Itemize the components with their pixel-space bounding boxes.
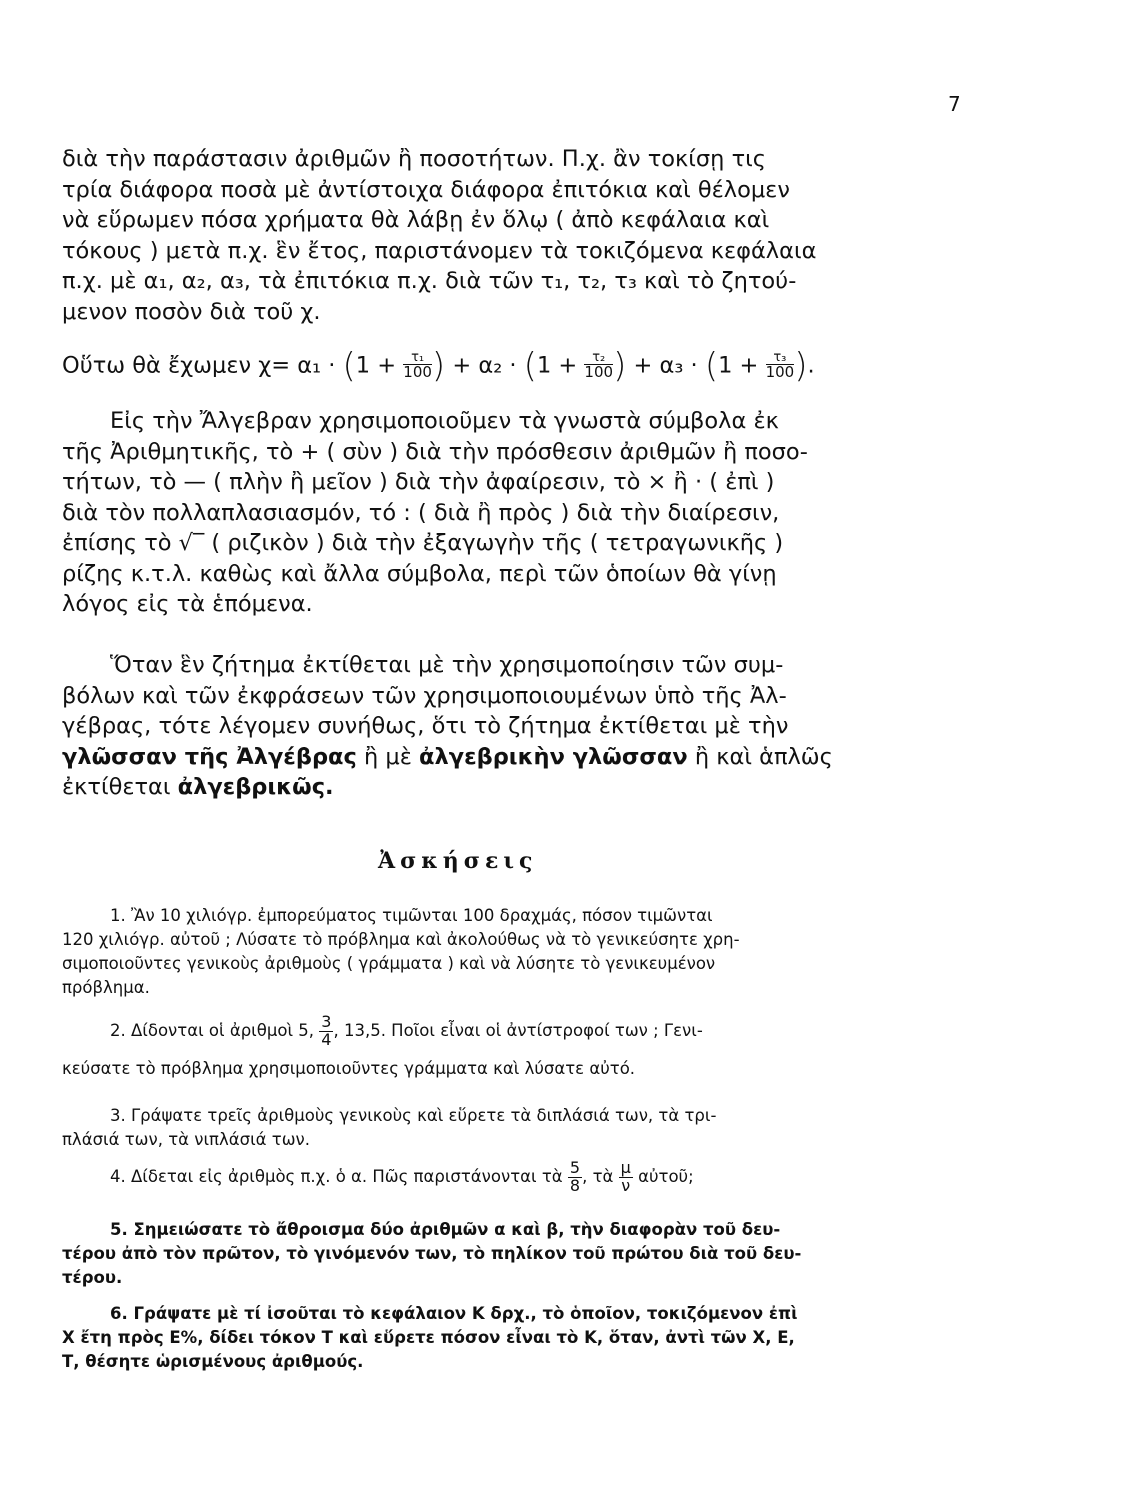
- text-fragment: 4. Δίδεται εἰς ἀριθμὸς π.χ. ὁ α. Πῶς παριστάνονται τὰ: [110, 1166, 563, 1186]
- text-line: βόλων καὶ τῶν ἐκφράσεων τῶν χρησιμοποιουμένων ὑπὸ τῆς Ἀλ-: [62, 682, 787, 709]
- text-line: πρόβλημα.: [62, 978, 150, 997]
- exercise-6: [62, 1302, 958, 1374]
- text-line: διὰ τὴν παράστασιν ἀριθμῶν ἢ ποσοτήτων. Π.χ. ἂν τοκίσῃ τις: [62, 146, 766, 172]
- text-fragment: 2. Δίδονται οἱ ἀριθμοὶ 5,: [110, 1020, 315, 1040]
- text-line: Ὅταν ἓν ζήτημα ἐκτίθεται μὲ τὴν χρησιμοποίησιν τῶν συμ-: [110, 652, 784, 678]
- formula-one: 1 +: [718, 352, 759, 379]
- close-paren: ): [794, 346, 808, 386]
- fraction-denominator: 100: [403, 363, 432, 382]
- text-fragment: αὐτοῦ;: [638, 1166, 694, 1186]
- text-fragment: ἐκτίθεται: [62, 774, 178, 800]
- close-paren: ): [613, 346, 627, 386]
- formula-one: 1 +: [536, 352, 578, 379]
- text-line: τῆς Ἀριθμητικῆς, τὸ + ( σὺν ) διὰ τὴν πρόσθεσιν ἀριθμῶν ἢ ποσο-: [62, 438, 808, 465]
- interest-formula: [62, 346, 962, 402]
- text-line: Εἰς τὴν Ἄλγεβραν χρησιμοποιοῦμεν τὰ γνωστὰ σύμβολα ἐκ: [110, 408, 779, 434]
- page-number: 7: [948, 92, 961, 116]
- text-line: [62, 1014, 958, 1049]
- text-fragment: , 13,5. Ποῖοι εἶναι οἱ ἀντίστροφοί των ; Γενι-: [333, 1020, 703, 1040]
- term-bold: γλῶσσαν τῆς Ἀλγέβρας: [62, 743, 357, 770]
- fraction-numerator: 3: [321, 1012, 332, 1031]
- text-line: 120 χιλιόγρ. αὐτοῦ ; Λύσατε τὸ πρόβλημα καὶ ἀκολούθως νὰ τὸ γενικεύσητε χρη-: [62, 930, 740, 949]
- term-bold: ἀλγεβρικὴν γλῶσσαν: [419, 743, 688, 770]
- term-bold: ἀλγεβρικῶς.: [177, 774, 334, 800]
- text-line: γέβρας, τότε λέγομεν συνήθως, ὅτι τὸ ζήτημα ἐκτίθεται μὲ τὴν: [62, 713, 789, 739]
- text-line: ἐπίσης τὸ √‾ ( ριζικὸν ) διὰ τὴν ἐξαγωγὴν τῆς ( τετραγωνικῆς ): [62, 530, 784, 556]
- text-line: τόκους ) μετὰ π.χ. ἓν ἔτος, παριστάνομεν τὰ τοκιζόμενα κεφάλαια: [62, 237, 817, 264]
- text-fragment: ἢ μὲ: [356, 743, 420, 770]
- text-line: [62, 772, 958, 803]
- fraction-numerator: τ₃: [766, 351, 795, 366]
- formula-a2: α₂ ·: [478, 352, 517, 379]
- text-line: νὰ εὕρωμεν πόσα χρήματα θὰ λάβῃ ἐν ὅλῳ ( ἀπὸ κεφάλαια καὶ: [62, 207, 770, 233]
- exercise-5: [62, 1218, 958, 1290]
- fraction-numerator: μ: [620, 1158, 631, 1177]
- fraction-denominator: 4: [321, 1029, 332, 1049]
- text-line: 3. Γράψατε τρεῖς ἀριθμοὺς γενικοὺς καὶ εὕρετε τὰ διπλάσιά των, τὰ τρι-: [110, 1106, 717, 1125]
- text-line: σιμοποιοῦντες γενικοὺς ἀριθμοὺς ( γράμματα ) καὶ νὰ λύσητε τὸ γενικευμένον: [62, 954, 716, 973]
- text-line: [62, 742, 958, 773]
- open-paren: (: [342, 346, 356, 386]
- symbols-paragraph: [62, 406, 958, 620]
- open-paren: (: [523, 346, 537, 386]
- formula-one: 1 +: [355, 352, 397, 379]
- text-line: Χ ἔτη πρὸς Ε%, δίδει τόκον Τ καὶ εὕρετε πόσον εἶναι τὸ Κ, ὅταν, ἀντὶ τῶν Χ, Ε,: [62, 1328, 795, 1347]
- text-fragment: , τὰ: [582, 1166, 614, 1186]
- exercise-2: [62, 1014, 958, 1081]
- text-fragment: ἢ καὶ ἁπλῶς: [687, 743, 833, 770]
- text-line: τήτων, τὸ — ( πλὴν ἢ μεῖον ) διὰ τὴν ἀφαίρεσιν, τὸ × ἢ · ( ἐπὶ ): [62, 469, 775, 495]
- text-line: τέρου.: [62, 1268, 123, 1287]
- text-line: 5. Σημειώσατε τὸ ἄθροισμα δύο ἀριθμῶν α καὶ β, τὴν διαφορὰν τοῦ δευ-: [110, 1220, 781, 1239]
- exercises-heading: Ἀσκήσεις: [378, 848, 538, 874]
- fraction-numerator: τ₁: [403, 351, 432, 366]
- text-line: π.χ. μὲ α₁, α₂, α₃, τὰ ἐπιτόκια π.χ. διὰ τῶν τ₁, τ₂, τ₃ καὶ τὸ ζητού-: [62, 268, 797, 294]
- fraction-denominator: 100: [765, 363, 795, 382]
- formula-a3: α₃ ·: [659, 352, 698, 379]
- algebraic-language-paragraph: [62, 650, 958, 803]
- formula-plus: +: [633, 352, 653, 379]
- fraction-t1: [403, 351, 432, 381]
- formula-prefix: Οὕτω θὰ ἔχωμεν χ= α₁ ·: [62, 352, 336, 379]
- fraction-denominator: ν: [621, 1175, 631, 1195]
- fraction-denominator: 8: [569, 1175, 581, 1195]
- text-line: [62, 1160, 958, 1195]
- intro-paragraph: [62, 144, 958, 327]
- fraction-five-eighths: [568, 1160, 582, 1195]
- open-paren: (: [704, 346, 719, 386]
- exercise-1: [62, 904, 958, 1000]
- text-line: 1. Ἂν 10 χιλιόγρ. ἐμπορεύματος τιμῶνται 100 δραχμάς, πόσον τιμῶνται: [110, 906, 713, 925]
- exercise-3: [62, 1104, 958, 1152]
- text-line: μενον ποσὸν διὰ τοῦ χ.: [62, 298, 321, 325]
- text-line: διὰ τὸν πολλαπλασιασμόν, τό : ( διὰ ἢ πρὸς ) διὰ τὴν διαίρεσιν,: [62, 499, 780, 526]
- close-paren: ): [431, 346, 446, 386]
- fraction-t2: [584, 351, 613, 381]
- fraction-mu-nu: [619, 1160, 633, 1195]
- fraction-numerator: 5: [569, 1158, 581, 1177]
- text-line: πλάσιά των, τὰ νιπλάσιά των.: [62, 1130, 310, 1149]
- exercise-4: [62, 1160, 958, 1195]
- formula-plus: +: [452, 352, 472, 379]
- formula-end: .: [807, 352, 815, 379]
- text-line: Τ, θέσητε ὡρισμένους ἀριθμούς.: [62, 1352, 364, 1371]
- text-line: 6. Γράψατε μὲ τί ἰσοῦται τὸ κεφάλαιον Κ δρχ., τὸ ὁποῖον, τοκιζόμενον ἐπὶ: [110, 1304, 798, 1323]
- fraction-t3: [766, 351, 795, 381]
- text-line: τρία διάφορα ποσὰ μὲ ἀντίστοιχα διάφορα ἐπιτόκια καὶ θέλομεν: [62, 176, 790, 203]
- text-line: κεύσατε τὸ πρόβλημα χρησιμοποιοῦντες γράμματα καὶ λύσατε αὐτό.: [62, 1058, 636, 1078]
- text-line: λόγος εἰς τὰ ἑπόμενα.: [62, 591, 313, 617]
- fraction-numerator: τ₂: [584, 351, 613, 366]
- fraction-denominator: 100: [584, 363, 614, 382]
- text-line: τέρου ἀπὸ τὸν πρῶτον, τὸ γινόμενόν των, τὸ πηλίκον τοῦ πρώτου διὰ τοῦ δευ-: [62, 1244, 802, 1263]
- text-line: ρίζης κ.τ.λ. καθὼς καὶ ἄλλα σύμβολα, περὶ τῶν ὁποίων θὰ γίνῃ: [62, 560, 777, 587]
- fraction-three-quarters: [319, 1014, 333, 1049]
